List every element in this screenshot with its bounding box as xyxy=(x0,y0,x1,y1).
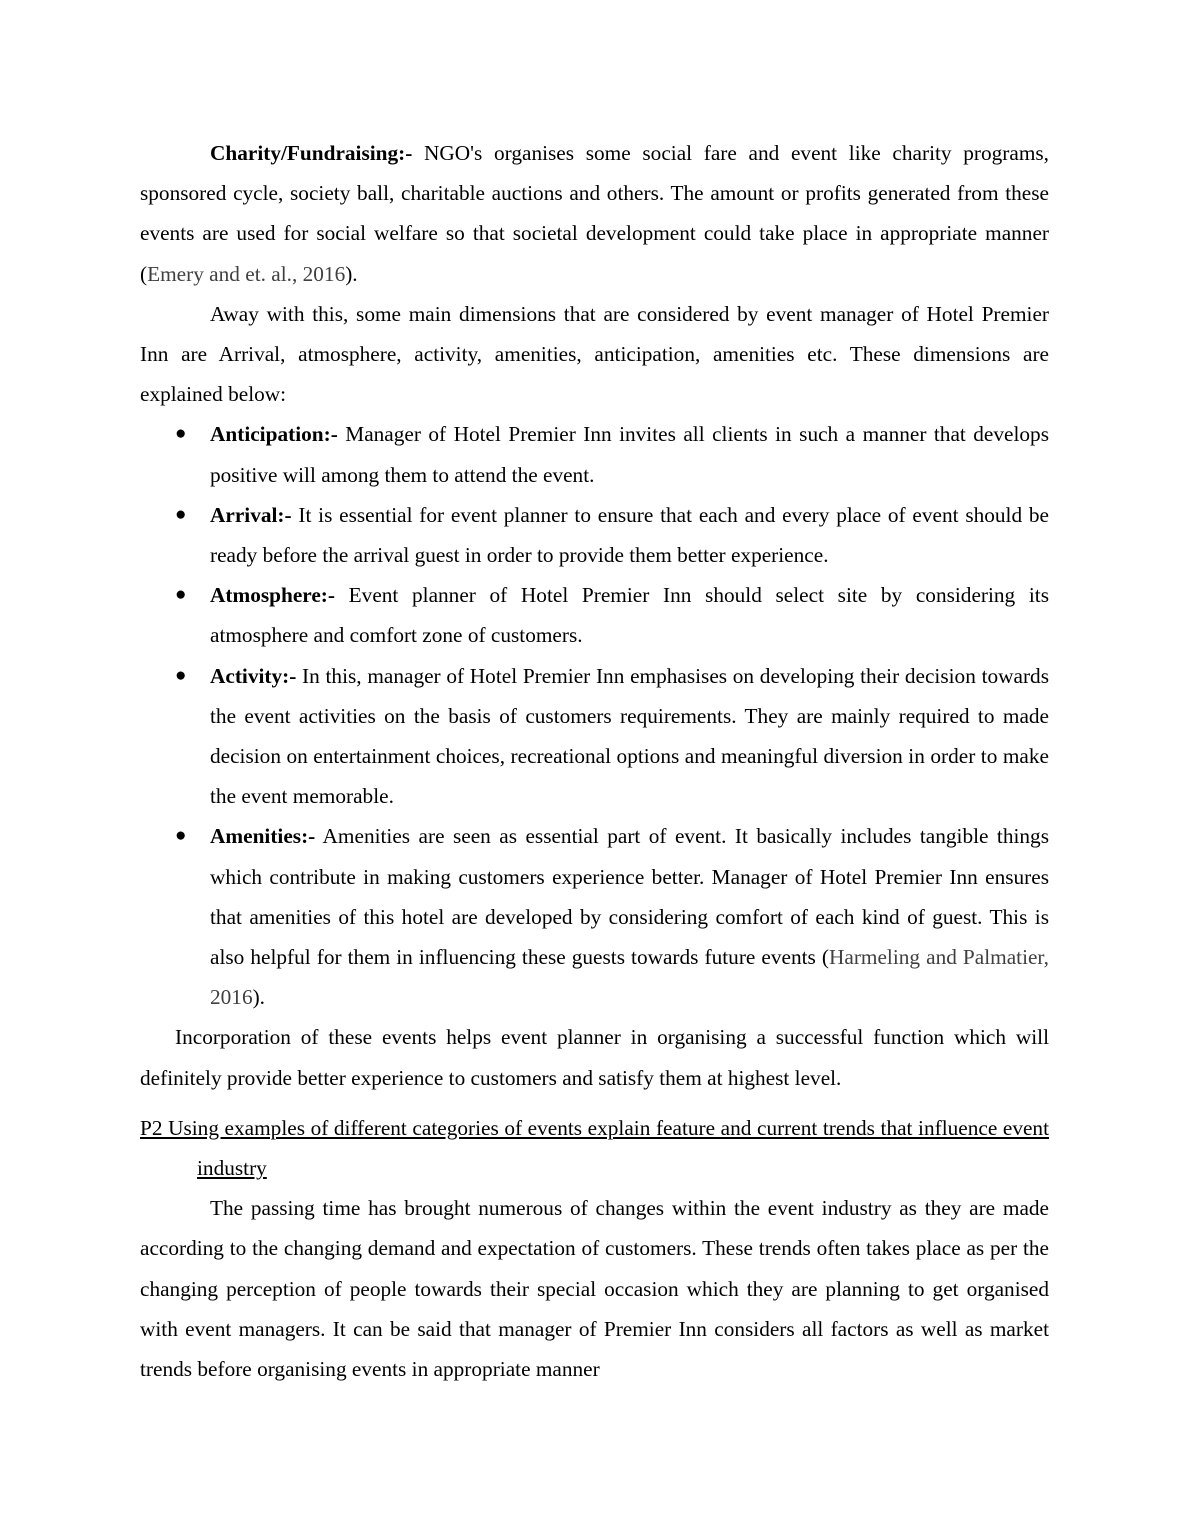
amenities-term: Amenities:- xyxy=(210,824,316,849)
list-item-amenities xyxy=(140,816,1049,1017)
atmosphere-term: Atmosphere:- xyxy=(210,583,335,608)
anticipation-term: Anticipation:- xyxy=(210,422,338,447)
dimensions-list xyxy=(140,414,1049,1017)
amenities-citation: Harmeling and Palmatier, 2016 xyxy=(210,945,1049,1010)
arrival-text: It is essential for event planner to ensure that each and every place of event should be ready before the arrival guest in order to provide them better experience. xyxy=(210,502,1049,568)
amenities-text: Amenities are seen as essential part of event. It basically includes tangible things which contribute in making customers experience better. Manager of Hotel Premier Inn ensures that amenities of this hotel are developed by considering comfort of each kind of guest. This is also helpful for them in influencing these guests towards future events ( xyxy=(210,824,1049,970)
intro-paragraph: Away with this, some main dimensions that are considered by event manager of Hotel Premier Inn are Arrival, atmosphere, activity, amenities, anticipation, amenities etc. These dimensions are explained below: xyxy=(140,301,1049,407)
charity-citation: Emery and et. al., 2016 xyxy=(147,261,346,286)
arrival-term: Arrival:- xyxy=(210,502,292,527)
activity-term: Activity:- xyxy=(210,663,297,688)
list-item-anticipation xyxy=(140,414,1049,494)
atmosphere-text: Event planner of Hotel Premier Inn should select site by considering its atmosphere and comfort zone of customers. xyxy=(210,583,1049,648)
bullet-icon: ● xyxy=(175,664,187,686)
charity-term: Charity/Fundraising:- xyxy=(210,141,413,165)
anticipation-text: Manager of Hotel Premier Inn invites all clients in such a manner that develops positive will among them to attend the event. xyxy=(210,422,1049,487)
list-item-arrival xyxy=(140,495,1049,575)
bullet-icon: ● xyxy=(175,584,187,606)
conclusion-paragraph: Incorporation of these events helps event planner in organising a successful function which will definitely provide better experience to customers and satisfy them at highest level. xyxy=(140,1025,1049,1090)
trends-paragraph: The passing time has brought numerous of changes within the event industry as they are made according to the changing demand and expectation of customers. These trends often takes place as per the changing perception of people towards their special occasion which they are planning to get organised with event managers. It can be said that manager of Premier Inn considers all factors as well as market trends before organising events in appropriate manner xyxy=(140,1196,1049,1382)
list-item-activity xyxy=(140,656,1049,817)
activity-text: In this, manager of Hotel Premier Inn emphasises on developing their decision towards the event activities on the basis of customers requirements. They are mainly required to made decision on entertainment choices, recreational options and meaningful diversion in order to make the event memorable. xyxy=(210,663,1049,809)
bullet-icon: ● xyxy=(175,825,187,847)
charity-paragraph xyxy=(140,133,1049,294)
document-page xyxy=(140,133,1049,1389)
charity-text: NGO's organises some social fare and event like charity programs, sponsored cycle, society ball, charitable auctions and others. The amount or profits generated from these events are used for social welfare so that societal development could take place in appropriate manner ( xyxy=(140,141,1049,286)
list-item-atmosphere xyxy=(140,575,1049,655)
section-heading: P2 Using examples of different categories of events explain feature and current trends that influence event industry xyxy=(140,1115,1049,1181)
bullet-icon: ● xyxy=(175,423,187,445)
amenities-after: ). xyxy=(252,985,266,1010)
bullet-icon: ● xyxy=(175,503,187,525)
charity-after: ). xyxy=(345,261,358,286)
